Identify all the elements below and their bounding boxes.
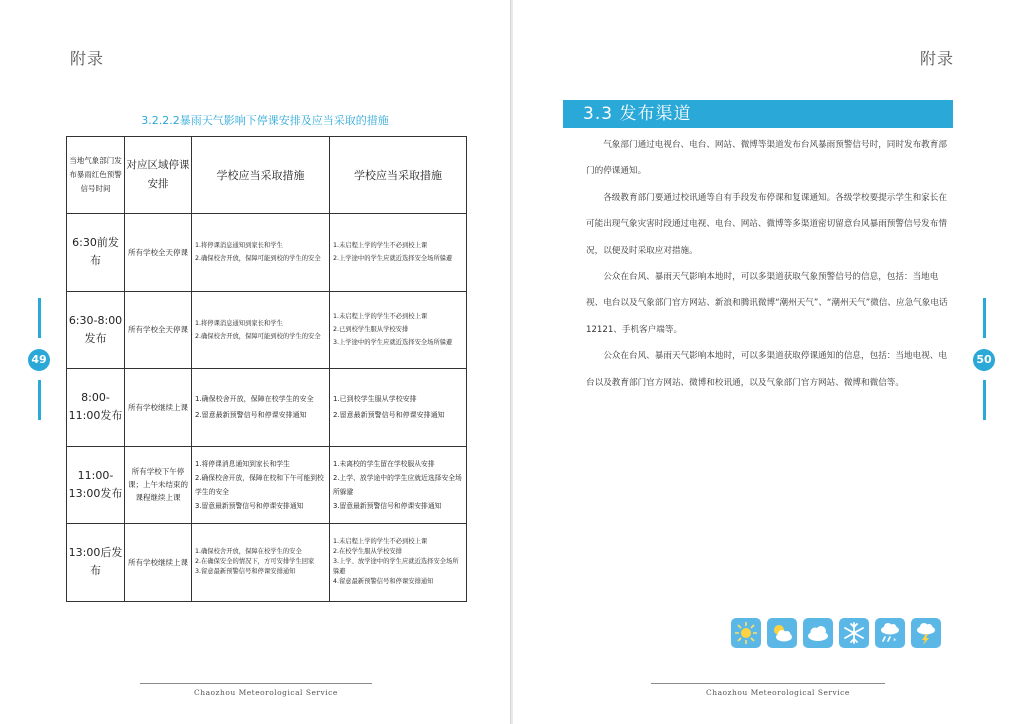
left-footer-line [140, 683, 372, 684]
header-student-measures: 学校应当采取措施 [330, 137, 467, 214]
school-measures-text: 1.确保校舍开放，保障在校学生的安全 2.留意最新预警信号和停课安排通知 [195, 395, 314, 420]
right-footer-line [651, 683, 885, 684]
paragraph: 公众在台风、暴雨天气影响本地时，可以多渠道获取停课通知的信息，包括：当地电视、电台以及教育部门官方网站、微博和校讯通，以及气象部门官方网站、微博和微信等。 [586, 351, 947, 388]
row-time: 11:00-13:00发布 [67, 446, 125, 524]
row-region: 所有学校全天停课 [125, 291, 192, 369]
right-side-line-top [983, 298, 986, 338]
paragraph: 公众在台风、暴雨天气影响本地时，可以多渠道获取气象预警信号的信息，包括：当地电视、电台以及气象部门官方网站、新浪和腾讯微博“潮州天气”、“潮州天气”微信、应急气象电话12121、手机客户端等。 [586, 272, 948, 335]
right-page-number: 50 [973, 349, 995, 371]
school-measures-text: 1.确保校舍开放，保障在校学生的安全 2.在确保安全的情况下，方可安排学生回家 3.留意最新预警信号和停课安排通知 [195, 548, 315, 576]
right-footer-text: Chaozhou Meteorological Service [706, 688, 850, 697]
row-student-measures [330, 369, 467, 447]
row-student-measures [330, 524, 467, 602]
row-region: 所有学校全天停课 [125, 214, 192, 292]
left-side-line-bottom [38, 380, 41, 420]
row-school-measures [192, 369, 330, 447]
table-row [67, 524, 467, 602]
table-row [67, 291, 467, 369]
row-region: 所有学校下午停课；上午未结束的课程继续上课 [125, 446, 192, 524]
right-side-line-bottom [983, 380, 986, 420]
weather-icons-row [731, 618, 941, 648]
rain-snow-icon [875, 618, 905, 648]
left-page [0, 0, 511, 724]
school-measures-text: 1.将停课消息通知到家长和学生 2.确保校舍开放，保障可能到校的学生的安全 [195, 242, 321, 263]
student-measures-text: 1.未启程上学的学生不必到校上课 2.在校学生服从学校安排 3.上学、放学途中的学生应就近选择安全场所躲避 4.留意最新预警信号和停课安排通知 [333, 538, 459, 586]
table-header-row [67, 137, 467, 214]
section-title-bar: 3.3 发布渠道 [563, 100, 953, 128]
body-text [586, 132, 948, 396]
left-page-header: 附录 [70, 49, 105, 68]
row-student-measures [330, 446, 467, 524]
table-row [67, 369, 467, 447]
thunderstorm-icon [911, 618, 941, 648]
left-page-number: 49 [28, 349, 50, 371]
student-measures-text: 1.未启程上学的学生不必到校上课 2.上学途中的学生应就近选择安全场所躲避 [333, 242, 453, 263]
row-time: 6:30-8:00发布 [67, 291, 125, 369]
right-page-header: 附录 [919, 49, 954, 68]
paragraph: 各级教育部门要通过校讯通等自有手段发布停课和复课通知。各级学校要提示学生和家长在可能出现气象灾害时段通过电视、电台、网站、微博等多渠道密切留意台风暴雨预警信号发布情况，以便及时采取应对措施。 [586, 192, 947, 256]
student-measures-text: 1.未启程上学的学生不必到校上课 2.已到校学生服从学校安排 3.上学途中的学生应就近选择安全场所躲避 [333, 313, 453, 347]
table-row [67, 446, 467, 524]
student-measures-text: 1.未离校的学生留在学校服从安排 2.上学、放学途中的学生应就近选择安全场所躲避 3.留意最新预警信号和停课安排通知 [333, 459, 462, 510]
school-measures-text: 1.将停课消息通知到家长和学生 2.确保校舍开放，保障可能到校的学生的安全 [195, 319, 321, 340]
school-measures-text: 1.将停课消息通知到家长和学生 2.确保校舍开放，保障在校和下午可能到校学生的安全 3.留意最新预警信号和停课安排通知 [195, 459, 324, 510]
row-student-measures [330, 291, 467, 369]
left-side-line-top [38, 298, 41, 338]
table-row [67, 214, 467, 292]
suspension-table [66, 136, 467, 602]
partly-cloudy-icon [767, 618, 797, 648]
paragraph: 气象部门通过电视台、电台、网站、微博等渠道发布台风暴雨预警信号时，同时发布教育部门的停课通知。 [586, 140, 947, 177]
table-section-title: 3.2.2.2暴雨天气影响下停课安排及应当采取的措施 [141, 114, 389, 127]
header-school-measures: 学校应当采取措施 [192, 137, 330, 214]
row-region: 所有学校继续上课 [125, 369, 192, 447]
row-student-measures [330, 214, 467, 292]
row-school-measures [192, 214, 330, 292]
header-region-arrangement: 对应区域停课安排 [125, 137, 192, 214]
snow-icon [839, 618, 869, 648]
row-school-measures [192, 446, 330, 524]
row-school-measures [192, 524, 330, 602]
row-region: 所有学校继续上课 [125, 524, 192, 602]
student-measures-text: 1.已到校学生服从学校安排 2.留意最新预警信号和停课安排通知 [333, 395, 445, 420]
sunny-icon [731, 618, 761, 648]
cloudy-icon [803, 618, 833, 648]
left-footer-text: Chaozhou Meteorological Service [194, 688, 338, 697]
svg-text:*: * [893, 637, 897, 645]
row-time: 6:30前发布 [67, 214, 125, 292]
row-time: 13:00后发布 [67, 524, 125, 602]
row-school-measures [192, 291, 330, 369]
row-time: 8:00-11:00发布 [67, 369, 125, 447]
header-warning-time: 当地气象部门发布暴雨红色预警信号时间 [67, 137, 125, 214]
